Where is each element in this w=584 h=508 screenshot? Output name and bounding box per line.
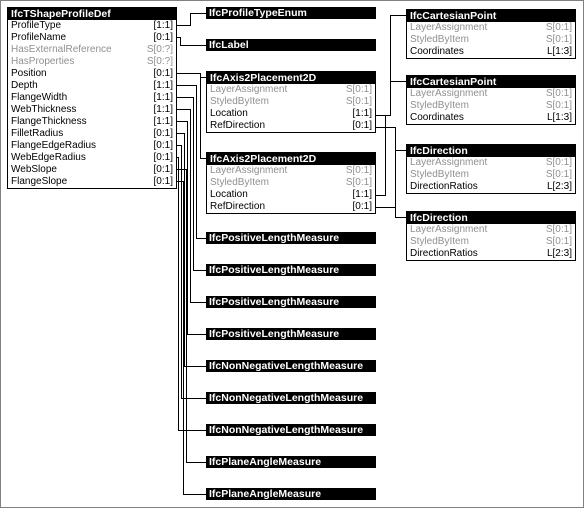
attribute-name: Location xyxy=(210,108,248,119)
attribute-cardinality: S[0:1] xyxy=(345,165,372,176)
attribute-cardinality: [1:1] xyxy=(153,80,173,91)
attribute-row-flange-slope[interactable] xyxy=(8,176,176,188)
attribute-cardinality: S[0:1] xyxy=(545,34,572,45)
attribute-name: WebEdgeRadius xyxy=(11,152,86,163)
connector-line xyxy=(376,16,406,116)
attribute-name: StyledByItem xyxy=(410,236,469,247)
attribute-row-profile-type[interactable] xyxy=(8,20,176,32)
attribute-cardinality: S[0:1] xyxy=(545,22,572,33)
attribute-cardinality: S[0:1] xyxy=(545,100,572,111)
attribute-name: Coordinates xyxy=(410,46,464,57)
attribute-name: RefDirection xyxy=(210,201,266,212)
attribute-cardinality: [0:1] xyxy=(153,164,173,175)
attribute-row-styled-by-item[interactable] xyxy=(407,34,575,46)
attribute-name: FlangeEdgeRadius xyxy=(11,140,97,151)
attribute-name: WebThickness xyxy=(11,104,77,115)
connector-line xyxy=(376,128,406,151)
attribute-name: StyledByItem xyxy=(210,96,269,107)
attribute-name: ProfileType xyxy=(11,20,62,31)
entity-axis2placement2d-1[interactable] xyxy=(206,71,376,133)
attribute-name: StyledByItem xyxy=(410,169,469,180)
attribute-row-direction-ratios[interactable] xyxy=(407,181,575,193)
type-box-nonnegative-web-edge-radius[interactable]: IfcNonNegativeLengthMeasure xyxy=(206,424,376,436)
attribute-row-layer-assignment[interactable] xyxy=(407,22,575,34)
attribute-cardinality: [0:1] xyxy=(153,128,173,139)
entity-title: IfcTShapeProfileDef xyxy=(8,8,176,20)
attribute-cardinality: S[0:1] xyxy=(345,177,372,188)
attribute-row-styled-by-item[interactable] xyxy=(207,96,375,108)
attribute-row-styled-by-item[interactable] xyxy=(407,169,575,181)
entity-title: IfcDirection xyxy=(407,212,575,224)
attribute-name: StyledByItem xyxy=(210,177,269,188)
type-box-nonnegative-flange-edge-radius[interactable]: IfcNonNegativeLengthMeasure xyxy=(206,392,376,404)
attribute-cardinality: S[0:?] xyxy=(146,56,173,67)
attribute-cardinality: [1:1] xyxy=(352,108,372,119)
attribute-row-coordinates[interactable] xyxy=(407,112,575,124)
attribute-name: LayerAssignment xyxy=(410,224,488,235)
attribute-cardinality: S[0:1] xyxy=(345,84,372,95)
attribute-name: Depth xyxy=(11,80,38,91)
entity-direction-2[interactable] xyxy=(406,211,576,261)
attribute-cardinality: [0:1] xyxy=(153,176,173,187)
entity-title: IfcAxis2Placement2D xyxy=(207,153,375,165)
attribute-name: WebSlope xyxy=(11,164,57,175)
attribute-cardinality: S[0:1] xyxy=(545,169,572,180)
attribute-cardinality: [0:1] xyxy=(153,32,173,43)
attribute-row-web-thickness[interactable] xyxy=(8,104,176,116)
attribute-row-depth[interactable] xyxy=(8,80,176,92)
attribute-row-styled-by-item[interactable] xyxy=(207,177,375,189)
attribute-name: FlangeSlope xyxy=(11,176,68,187)
attribute-cardinality: L[2:3] xyxy=(546,248,572,259)
attribute-cardinality: [0:1] xyxy=(352,201,372,212)
attribute-name: FilletRadius xyxy=(11,128,64,139)
attribute-row-layer-assignment[interactable] xyxy=(407,224,575,236)
attribute-row-flange-thickness[interactable] xyxy=(8,116,176,128)
attribute-name: Position xyxy=(11,68,47,79)
attribute-row-flange-edge-radius[interactable] xyxy=(8,140,176,152)
attribute-cardinality: [1:1] xyxy=(153,104,173,115)
type-box-label[interactable]: IfcLabel xyxy=(206,39,376,51)
type-box-profile-type-enum[interactable]: IfcProfileTypeEnum xyxy=(206,7,376,19)
entity-main[interactable] xyxy=(7,7,177,189)
type-box-positive-length-flange-width[interactable]: IfcPositiveLengthMeasure xyxy=(206,264,376,276)
attribute-name: RefDirection xyxy=(210,120,266,131)
entity-cartesian-point-1[interactable] xyxy=(406,9,576,59)
attribute-row-position[interactable] xyxy=(8,68,176,80)
attribute-cardinality: S[0:1] xyxy=(545,224,572,235)
entity-title: IfcCartesianPoint xyxy=(407,10,575,22)
attribute-row-direction-ratios[interactable] xyxy=(407,248,575,260)
attribute-row-layer-assignment[interactable] xyxy=(207,165,375,177)
attribute-cardinality: [0:1] xyxy=(153,68,173,79)
entity-direction-1[interactable] xyxy=(406,144,576,194)
attribute-cardinality: [1:1] xyxy=(352,189,372,200)
attribute-cardinality: S[0:1] xyxy=(345,96,372,107)
attribute-row-has-external-reference[interactable] xyxy=(8,44,176,56)
type-box-positive-length-depth[interactable]: IfcPositiveLengthMeasure xyxy=(206,232,376,244)
attribute-cardinality: L[1:3] xyxy=(546,46,572,57)
attribute-cardinality: S[0:1] xyxy=(545,157,572,168)
entity-cartesian-point-2[interactable] xyxy=(406,75,576,125)
attribute-name: Coordinates xyxy=(410,112,464,123)
connector-line xyxy=(396,151,407,218)
attribute-row-flange-width[interactable] xyxy=(8,92,176,104)
type-box-nonnegative-fillet-radius[interactable]: IfcNonNegativeLengthMeasure xyxy=(206,360,376,372)
attribute-row-fillet-radius[interactable] xyxy=(8,128,176,140)
attribute-row-ref-direction[interactable] xyxy=(207,201,375,213)
connector-line xyxy=(177,38,206,46)
attribute-row-location[interactable] xyxy=(207,108,375,120)
attribute-cardinality: S[0:1] xyxy=(545,236,572,247)
attribute-name: FlangeWidth xyxy=(11,92,68,103)
attribute-row-layer-assignment[interactable] xyxy=(407,157,575,169)
attribute-row-location[interactable] xyxy=(207,189,375,201)
connector-line xyxy=(177,74,206,78)
attribute-cardinality: [0:1] xyxy=(153,152,173,163)
attribute-name: StyledByItem xyxy=(410,34,469,45)
attribute-cardinality: S[0:?] xyxy=(146,44,173,55)
attribute-name: LayerAssignment xyxy=(410,157,488,168)
attribute-row-layer-assignment[interactable] xyxy=(207,84,375,96)
attribute-name: Location xyxy=(210,189,248,200)
attribute-row-coordinates[interactable] xyxy=(407,46,575,58)
attribute-row-web-slope[interactable] xyxy=(8,164,176,176)
entity-title: IfcCartesianPoint xyxy=(407,76,575,88)
attribute-cardinality: [0:1] xyxy=(352,120,372,131)
type-box-plane-angle-web-slope[interactable]: IfcPlaneAngleMeasure xyxy=(206,456,376,468)
attribute-cardinality: L[1:3] xyxy=(546,112,572,123)
attribute-name: DirectionRatios xyxy=(410,248,478,259)
attribute-name: HasExternalReference xyxy=(11,44,112,55)
attribute-cardinality: S[0:1] xyxy=(545,88,572,99)
attribute-cardinality: L[2:3] xyxy=(546,181,572,192)
attribute-row-has-properties[interactable] xyxy=(8,56,176,68)
attribute-name: LayerAssignment xyxy=(210,165,288,176)
attribute-name: FlangeThickness xyxy=(11,116,87,127)
attribute-cardinality: [1:1] xyxy=(153,116,173,127)
type-box-positive-length-web-thickness[interactable]: IfcPositiveLengthMeasure xyxy=(206,296,376,308)
attribute-name: HasProperties xyxy=(11,56,75,67)
attribute-cardinality: [0:1] xyxy=(153,140,173,151)
attribute-cardinality: [1:1] xyxy=(153,20,173,31)
attribute-name: ProfileName xyxy=(11,32,67,43)
attribute-name: LayerAssignment xyxy=(410,88,488,99)
attribute-name: DirectionRatios xyxy=(410,181,478,192)
entity-title: IfcDirection xyxy=(407,145,575,157)
attribute-name: LayerAssignment xyxy=(410,22,488,33)
attribute-row-layer-assignment[interactable] xyxy=(407,88,575,100)
entity-axis2placement2d-2[interactable] xyxy=(206,152,376,214)
connector-line xyxy=(177,146,206,399)
attribute-name: LayerAssignment xyxy=(210,84,288,95)
attribute-row-web-edge-radius[interactable] xyxy=(8,152,176,164)
type-box-plane-angle-flange-slope[interactable]: IfcPlaneAngleMeasure xyxy=(206,488,376,500)
attribute-row-styled-by-item[interactable] xyxy=(407,236,575,248)
attribute-row-profile-name[interactable] xyxy=(8,32,176,44)
connector-line xyxy=(177,14,206,26)
attribute-row-ref-direction[interactable] xyxy=(207,120,375,132)
type-box-positive-length-flange-thickness[interactable]: IfcPositiveLengthMeasure xyxy=(206,328,376,340)
attribute-name: StyledByItem xyxy=(410,100,469,111)
entity-title: IfcAxis2Placement2D xyxy=(207,72,375,84)
attribute-cardinality: [1:1] xyxy=(153,92,173,103)
attribute-row-styled-by-item[interactable] xyxy=(407,100,575,112)
